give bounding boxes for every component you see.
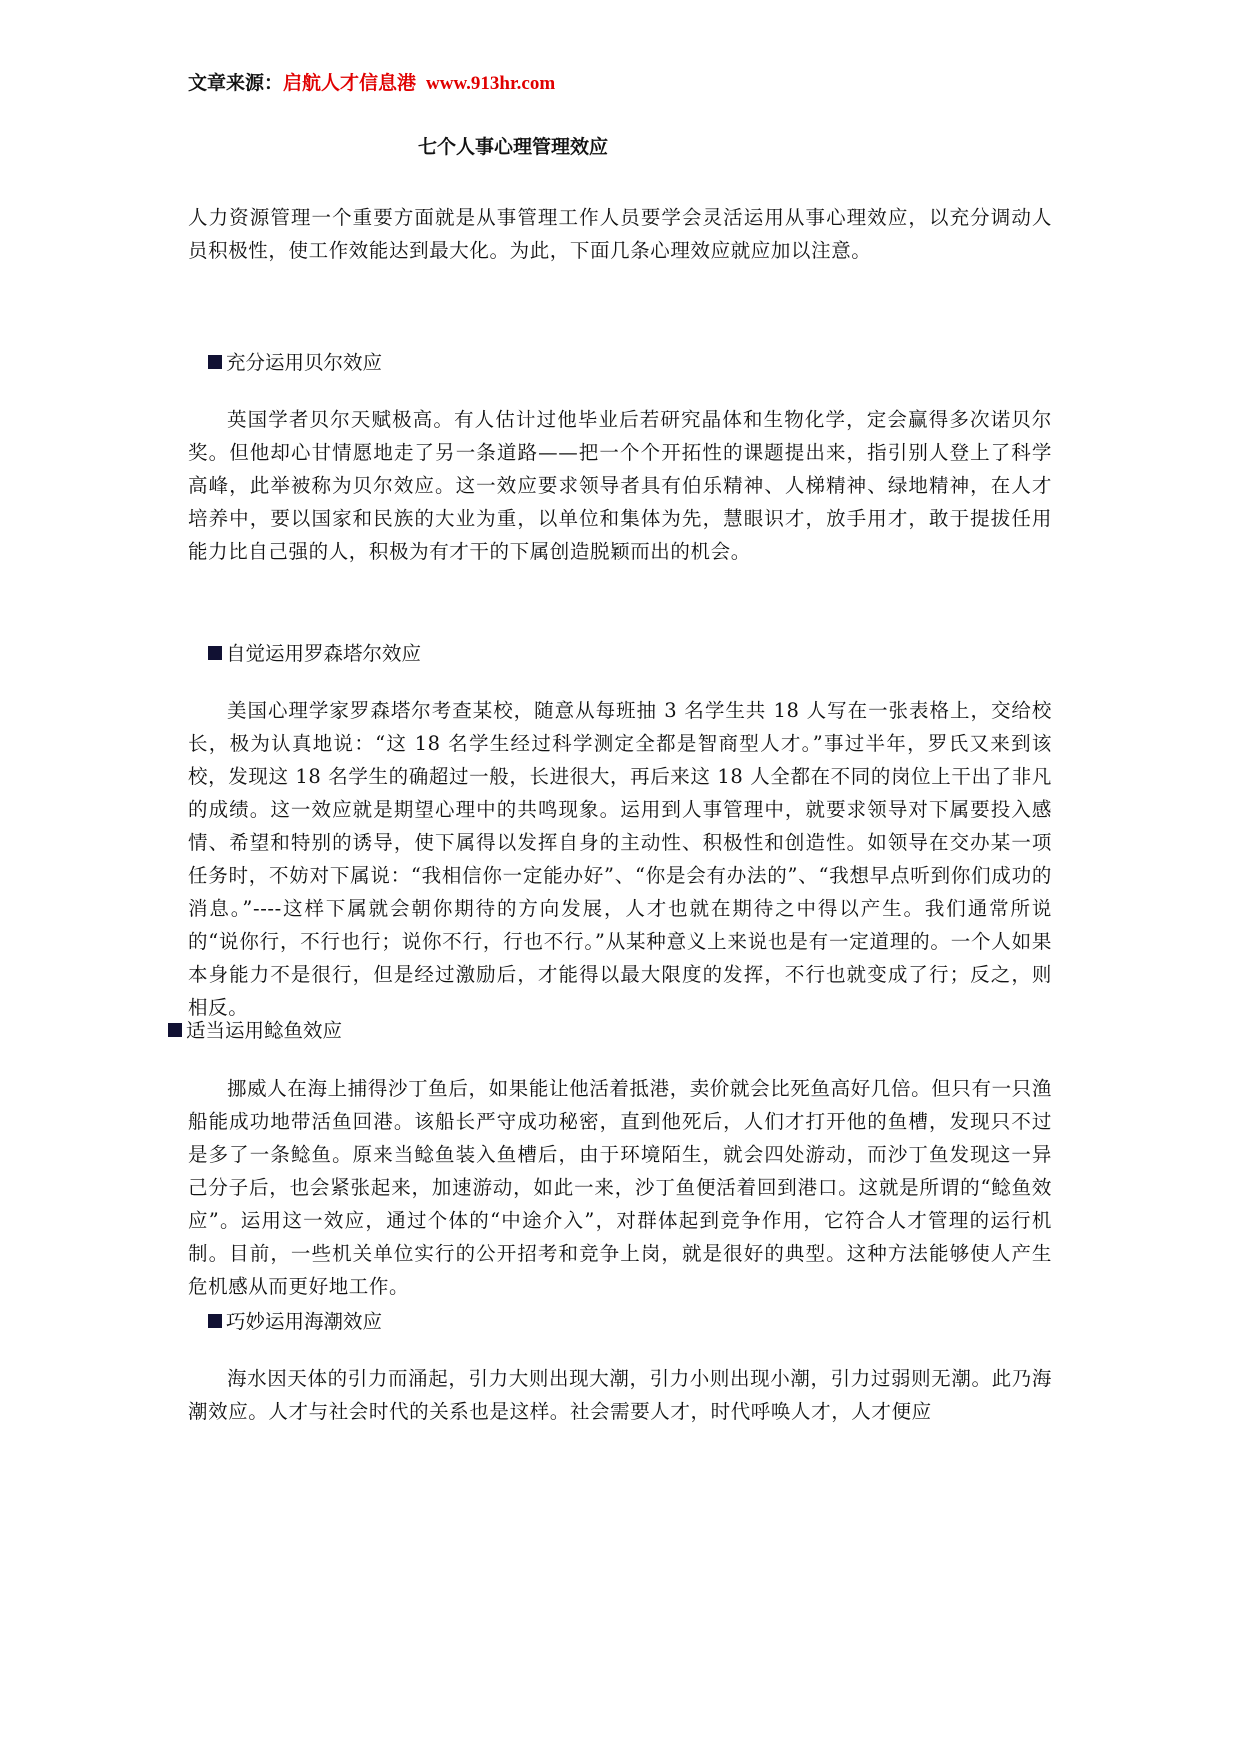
section-heading-catfish-effect <box>168 1017 342 1045</box>
source-url: www.913hr.com <box>426 73 556 94</box>
section-heading-text: 适当运用鲶鱼效应 <box>186 1019 343 1042</box>
section-heading-rosenthal-effect <box>208 640 421 668</box>
square-bullet-icon <box>168 1023 182 1037</box>
section-body-tide-effect: 海水因天体的引力而涌起，引力大则出现大潮，引力小则出现小潮，引力过弱则无潮。此乃海潮效应。人才与社会时代的关系也是这样。社会需要人才，时代呼唤人才，人才便应 <box>188 1367 1052 1423</box>
source-line <box>188 70 555 97</box>
section-body-catfish-effect: 挪威人在海上捕得沙丁鱼后，如果能让他活着抵港，卖价就会比死鱼高好几倍。但只有一只渔船能成功地带活鱼回港。该船长严守成功秘密，直到他死后，人们才打开他的鱼槽，发现只不过是多了一条鲶鱼。原来当鲶鱼装入鱼槽后，由于环境陌生，就会四处游动，而沙丁鱼发现这一异己分子后，也会紧张起来，加速游动，如此一来，沙丁鱼便活着回到港口。这就是所谓的“鲶鱼效应”。运用这一效应，通过个体的“中途介入”，对群体起到竞争作用，它符合人才管理的运行机制。目前，一些机关单位实行的公开招考和竞争上岗，就是很好的典型。这种方法能够使人产生危机感从而更好地工作。 <box>188 1077 1052 1298</box>
section-heading-tide-effect <box>208 1308 382 1336</box>
source-label: 文章来源： <box>188 72 284 94</box>
square-bullet-icon <box>208 646 222 660</box>
source-site-name: 启航人才信息港 <box>283 72 417 94</box>
document-title: 七个人事心理管理效应 <box>418 136 609 158</box>
square-bullet-icon <box>208 1314 222 1328</box>
square-bullet-icon <box>208 355 222 369</box>
intro-paragraph: 人力资源管理一个重要方面就是从事管理工作人员要学会灵活运用从事心理效应，以充分调动人员积极性，使工作效能达到最大化。为此，下面几条心理效应就应加以注意。 <box>188 206 1052 262</box>
section-body-bell-effect: 英国学者贝尔天赋极高。有人估计过他毕业后若研究晶体和生物化学，定会赢得多次诺贝尔奖。但他却心甘情愿地走了另一条道路——把一个个开拓性的课题提出来，指引别人登上了科学高峰，此举被称为贝尔效应。这一效应要求领导者具有伯乐精神、人梯精神、绿地精神，在人才培养中，要以国家和民族的大业为重，以单位和集体为先，慧眼识才，放手用才，敢于提拔任用能力比自己强的人，积极为有才干的下属创造脱颖而出的机会。 <box>188 408 1052 563</box>
section-body-rosenthal-effect: 美国心理学家罗森塔尔考查某校，随意从每班抽 3 名学生共 18 人写在一张表格上，交给校长，极为认真地说：“这 18 名学生经过科学测定全都是智商型人才。”事过半年，罗氏又来到该校，发现这 18 名学生的确超过一般，长进很大，再后来这 18 人全都在不同的岗位上干出了非凡的成绩。这一效应就是期望心理中的共鸣现象。运用到人事管理中，就要求领导对下属要投入感情、希望和特别的诱导，使下属得以发挥自身的主动性、积极性和创造性。如领导在交办某一项任务时，不妨对下属说：“我相信你一定能办好”、“你是会有办法的”、“我想早点听到你们成功的消息。”----这样下属就会朝你期待的方向发展，人才也就在期待之中得以产生。我们通常所说的“说你行，不行也行；说你不行，行也不行。”从某种意义上来说也是有一定道理的。一个人如果本身能力不是很行，但是经过激励后，才能得以最大限度的发挥，不行也就变成了行；反之，则相反。 <box>188 699 1052 1019</box>
section-heading-text: 巧妙运用海潮效应 <box>226 1310 383 1333</box>
section-heading-text: 充分运用贝尔效应 <box>226 351 383 374</box>
section-heading-text: 自觉运用罗森塔尔效应 <box>226 642 422 665</box>
section-heading-bell-effect <box>208 349 382 377</box>
